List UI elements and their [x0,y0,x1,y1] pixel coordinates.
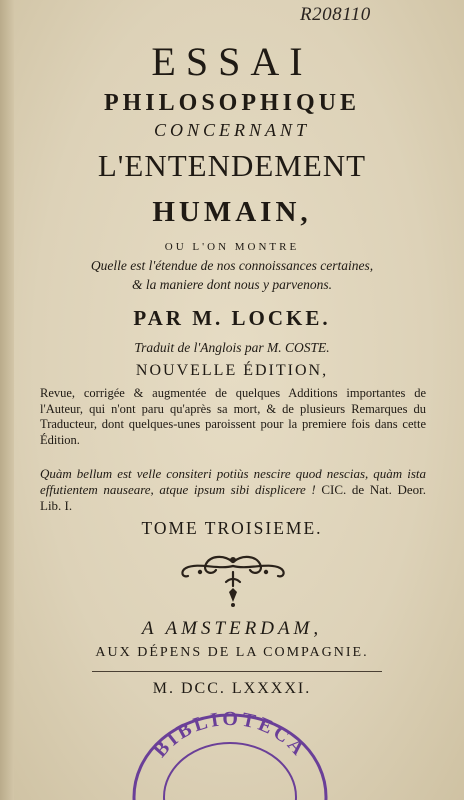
title-essai: ESSAI [151,39,313,84]
title-concernant: CONCERNANT [153,120,311,140]
edition-heading: NOUVELLE ÉDITION, [135,362,329,379]
imprint-date: M. DCC. LXXXXI. [152,680,312,697]
title-entendement: L'ENTENDEMENT [97,148,367,183]
volume-label: TOME TROISIEME. [141,518,323,538]
library-stamp-icon [120,705,340,800]
imprint-rule [92,671,382,672]
title-humain: HUMAIN, [152,196,312,228]
subtitle-line-2: & la maniere dont nous y parvenons. [131,277,333,292]
imprint-publisher: AUX DÉPENS DE LA COMPAGNIE. [95,645,369,660]
title-philosophique: PHILOSOPHIQUE [103,90,361,116]
epigraph-source: CIC. de Nat. Deor. Lib. I. [40,482,426,513]
subtitle-line-1: Quelle est l'étendue de nos connoissances certaines, [90,258,374,273]
imprint-city: A AMSTERDAM, [141,618,323,639]
subtitle-intro: OU L'ON MONTRE [164,241,300,253]
epigraph [40,466,426,514]
shelfmark-handwritten: R208110 [300,4,371,25]
printer-ornament-icon [178,552,288,608]
edition-description: Revue, corrigée & augmentée de quelques Additions importantes de l'Auteur, qui n'ont paru qu'après sa mort, & de plusieurs Remarques du Traducteur, dont quelques-unes paroissent pour la premiere fois dans cette Édition. [40,386,426,447]
stamp-top-text: BIBLIOTECA [149,707,311,762]
translator-line: Traduit de l'Anglois par M. COSTE. [134,340,330,355]
author-line: PAR M. LOCKE. [133,306,331,330]
epigraph-text: Quàm bellum est velle consiteri potiùs nescire quod nescias, quàm ista effutientem nauseare, atque ipsum sibi displicere ! [40,466,426,497]
